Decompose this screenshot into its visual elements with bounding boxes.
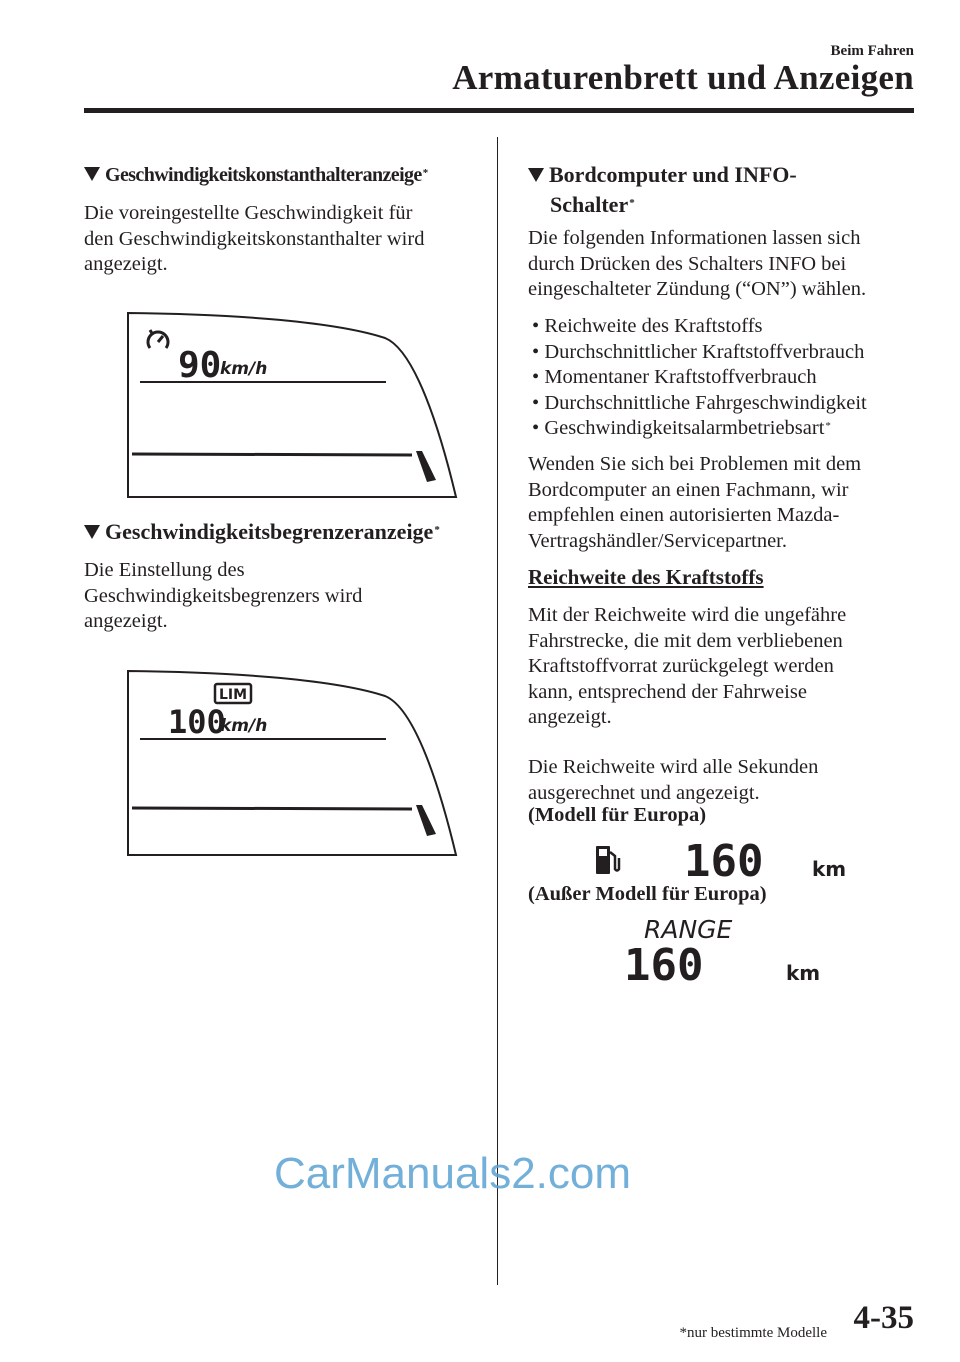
limiter-heading: Geschwindigkeitsbegrenzeranzeige*: [84, 517, 440, 547]
range-label: RANGE: [644, 915, 733, 944]
cruise-speed: 90: [178, 345, 222, 386]
list-item: • Momentaner Kraftstoffverbrauch: [532, 365, 867, 391]
list-item: • Durchschnittlicher Kraftstoffverbrauch: [532, 340, 867, 366]
page-number: 4-35: [853, 1300, 914, 1336]
limiter-unit: km/h: [220, 716, 268, 736]
list-item: • Durchschnittliche Fahrgeschwindigkeit: [532, 391, 867, 417]
page-title: Armaturenbrett und Anzeigen: [452, 58, 914, 97]
list-item: • Reichweite des Kraftstoffs: [532, 314, 867, 340]
section-marker-icon: [528, 168, 544, 182]
limiter-speed: 100: [168, 703, 226, 741]
bordcomputer-contact: Wenden Sie sich bei Problemen mit dem Bordcomputer an einen Fachmann, wir empfehlen einen autorisierten Mazda- Vertragshändler/Servicepartner.: [528, 453, 862, 552]
range-heading: Reichweite des Kraftstoffs: [528, 565, 764, 589]
range-text-update: Die Reichweite wird alle Sekunden ausgerechnet und angezeigt.: [528, 756, 819, 804]
cruise-display-figure: [100, 310, 462, 500]
bordcomputer-intro: Die folgenden Informationen lassen sich durch Drücken des Schalters INFO bei eingeschalteter Zündung (“ON”) wählen.: [528, 227, 867, 301]
non-europe-range-unit: km: [786, 961, 821, 985]
header-rule: [84, 108, 914, 113]
bordcomputer-list: [532, 314, 867, 442]
non-europe-range-value: 160: [624, 940, 704, 990]
bordcomputer-heading: Bordcomputer und INFO- Schalter*: [528, 160, 797, 220]
europe-range-value: 160: [684, 836, 764, 886]
cruise-unit: km/h: [220, 359, 268, 379]
cruise-text: Die voreingestellte Geschwindigkeit für den Geschwindigkeitskonstanthalter wird angezeigt.: [84, 202, 425, 276]
europe-label: (Modell für Europa): [528, 804, 707, 826]
fuel-pump-icon: [596, 846, 619, 874]
limiter-badge-label: LIM: [219, 687, 248, 703]
section-marker-icon: [84, 525, 100, 539]
column-divider: [497, 137, 498, 1285]
europe-range-unit: km: [812, 857, 847, 881]
cruise-heading: Geschwindigkeitskonstanthalteranzeige*: [84, 160, 428, 190]
europe-range-display: [590, 836, 860, 886]
cruise-control-icon: [148, 330, 168, 348]
watermark: CarManuals2.com: [274, 1149, 632, 1198]
list-item: • Geschwindigkeitsalarmbetriebsart*: [532, 416, 867, 442]
section-marker-icon: [84, 167, 100, 181]
limiter-display-figure: [100, 668, 462, 858]
range-text: Mit der Reichweite wird die ungefähre Fahrstrecke, die mit dem verbliebenen Kraftstoffvorrat zurückgelegt werden kann, entsprechend der Fahrweise angezeigt.: [528, 604, 847, 729]
non-europe-label: (Außer Modell für Europa): [528, 883, 767, 905]
limiter-text: Die Einstellung des Geschwindigkeitsbegrenzers wird angezeigt.: [84, 559, 363, 633]
footnote: *nur bestimmte Modelle: [679, 1325, 827, 1341]
section-name: Beim Fahren: [830, 43, 914, 59]
non-europe-range-display: [620, 910, 860, 990]
